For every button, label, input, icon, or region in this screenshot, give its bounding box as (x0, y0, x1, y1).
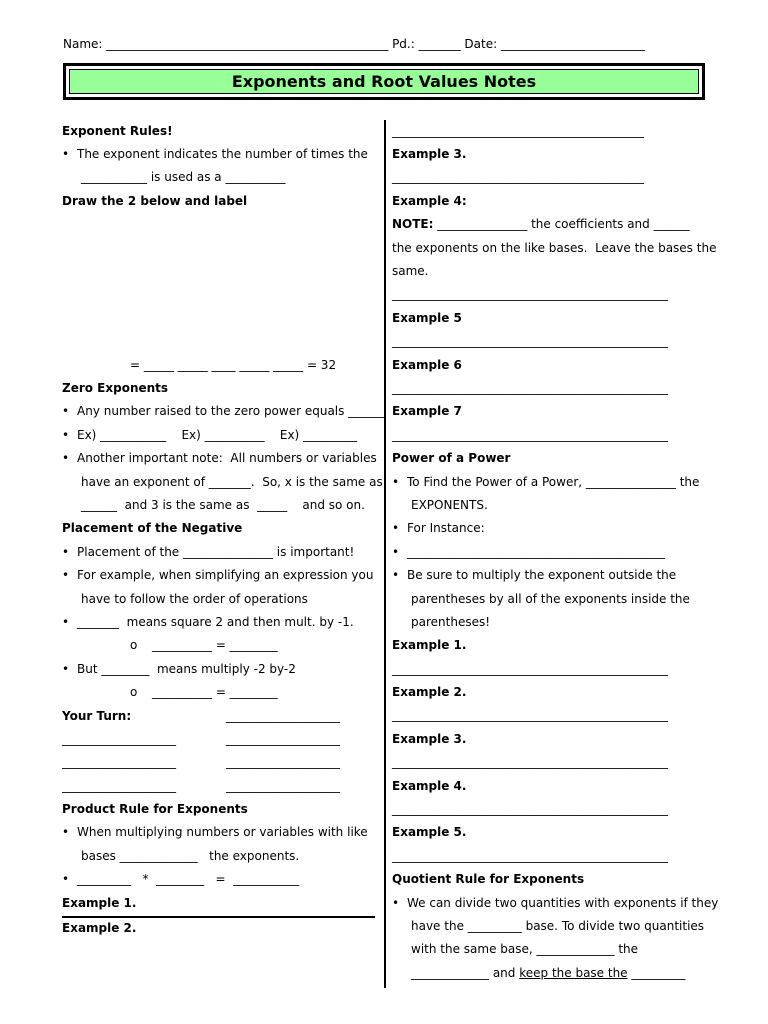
your-turn-row (62, 774, 378, 797)
example-4-label: Example 4: (392, 193, 467, 208)
bullet-icon: • (392, 568, 400, 583)
list-item-continued: parentheses! (411, 614, 491, 629)
bullet-icon: • (62, 872, 70, 887)
example-2-label: Example 2. (62, 921, 137, 936)
bullet-icon: • (392, 521, 400, 536)
product-rule-heading: Product Rule for Exponents (62, 802, 248, 817)
bullet-icon: • (62, 614, 70, 629)
list-item: • _______ means square 2 and then mult. by -1. (62, 614, 354, 629)
bullet-icon: • (392, 895, 400, 910)
list-item-continued: parentheses by all of the exponents inside the (411, 591, 690, 606)
sub-list-item: o __________ = ________ (130, 638, 278, 653)
your-turn-row (62, 727, 378, 750)
your-turn-row (62, 704, 378, 727)
list-item-continued: have the _________ base. To divide two quantities (411, 918, 705, 933)
exponent-rules-heading: Exponent Rules! (62, 123, 173, 138)
list-item-continued: ___________ is used as a __________ (81, 170, 286, 185)
bullet-icon: • (62, 147, 70, 162)
example-3-label: Example 3. (392, 147, 467, 162)
answer-blank: ______________________________________________ (392, 661, 668, 676)
your-turn-label: Your Turn: (62, 708, 132, 723)
list-item-continued: bases _____________ the exponents. (81, 848, 300, 863)
list-item: • ___________________________________________ (392, 544, 665, 559)
list-item: • But ________ means multiply -2 by-2 (62, 661, 296, 676)
note-line: NOTE: _______________ the coefficients and ______ (392, 217, 690, 232)
left-column (62, 119, 385, 940)
answer-blank: ___________________ (226, 708, 340, 723)
list-item: • We can divide two quantities with exponents if they (392, 895, 719, 910)
answer-blank: __________________________________________ (392, 170, 644, 185)
answer-blank: ___________________ (62, 778, 176, 793)
list-item: • When multiplying numbers or variables with like (62, 825, 368, 840)
answer-blank: ______________________________________________ (392, 708, 668, 723)
list-item: • To Find the Power of a Power, _______________ the (392, 474, 700, 489)
right-column (392, 119, 719, 984)
equation-line: = _____ _____ ____ _____ _____ = 32 (130, 357, 337, 372)
list-item-continued: with the same base, _____________ the (411, 942, 639, 957)
draw-heading: Draw the 2 below and label (62, 193, 248, 208)
list-item-continued: _____________ and keep the base the _________ (411, 965, 686, 980)
bullet-icon: • (392, 474, 400, 489)
power-example-2-label: Example 2. (392, 685, 467, 700)
list-item: • For Instance: (392, 521, 485, 536)
bullet-icon: • (62, 825, 70, 840)
negative-placement-heading: Placement of the Negative (62, 521, 243, 536)
answer-blank: ___________________ (226, 755, 340, 770)
answer-blank: ______________________________________________ (392, 427, 668, 442)
list-item: • For example, when simplifying an expression you (62, 568, 374, 583)
bullet-icon: • (62, 544, 70, 559)
bullet-icon: • (62, 427, 70, 442)
note-line: the exponents on the like bases. Leave the bases the (392, 240, 717, 255)
power-example-1-label: Example 1. (392, 638, 467, 653)
answer-blank: ___________________ (62, 731, 176, 746)
list-item: • _________ * ________ = ___________ (62, 872, 300, 887)
bullet-icon: • (392, 544, 400, 559)
zero-exponents-heading: Zero Exponents (62, 381, 169, 396)
list-item-continued: have an exponent of _______. So, x is the same as (81, 474, 383, 489)
answer-blank: __________________________________________ (392, 123, 644, 138)
sub-list-item: o __________ = ________ (130, 685, 278, 700)
answer-blank: ______________________________________________ (392, 848, 668, 863)
list-item-continued: have to follow the order of operations (81, 591, 308, 606)
answer-blank: ______________________________________________ (392, 380, 668, 395)
example-5-label: Example 5 (392, 310, 462, 325)
underlined-phrase: keep the base the (519, 965, 628, 980)
example-1-label: Example 1. (62, 895, 137, 910)
bullet-icon: • (62, 568, 70, 583)
your-turn-row (62, 751, 378, 774)
example-7-label: Example 7 (392, 404, 462, 419)
power-example-5-label: Example 5. (392, 825, 467, 840)
bullet-icon: • (62, 404, 70, 419)
power-of-power-heading: Power of a Power (392, 451, 511, 466)
answer-blank: ______________________________________________ (392, 287, 668, 302)
bullet-icon: • (62, 661, 70, 676)
note-line: same. (392, 264, 429, 279)
quotient-rule-heading: Quotient Rule for Exponents (392, 872, 585, 887)
note-label: NOTE: (392, 217, 434, 232)
answer-blank: ___________________ (226, 778, 340, 793)
column-divider (384, 120, 386, 988)
list-item-continued: EXPONENTS. (411, 497, 488, 512)
list-item: • Any number raised to the zero power equals ______ (62, 404, 385, 419)
power-example-3-label: Example 3. (392, 731, 467, 746)
answer-blank: ______________________________________________ (392, 334, 668, 349)
name-period-date-line: Name: _______________________________________________ Pd.: _______ Date: ________________________ (63, 37, 645, 51)
power-example-4-label: Example 4. (392, 778, 467, 793)
answer-blank: ___________________ (226, 731, 340, 746)
answer-blank: ___________________ (62, 755, 176, 770)
drawing-space (62, 213, 378, 353)
list-item: • Be sure to multiply the exponent outside the (392, 568, 677, 583)
title-banner (63, 63, 705, 100)
circle-bullet-icon: o (130, 638, 138, 653)
list-item: • Placement of the _______________ is important! (62, 544, 355, 559)
list-item-continued: ______ and 3 is the same as _____ and so on. (81, 497, 365, 512)
bullet-icon: • (62, 451, 70, 466)
page-title: Exponents and Root Values Notes (69, 69, 699, 94)
answer-blank: ______________________________________________ (392, 755, 668, 770)
circle-bullet-icon: o (130, 685, 138, 700)
list-item: • Another important note: All numbers or variables (62, 451, 377, 466)
list-item: • Ex) ___________ Ex) __________ Ex) _________ (62, 427, 358, 442)
list-item: • The exponent indicates the number of times the (62, 147, 368, 162)
example-6-label: Example 6 (392, 357, 462, 372)
answer-blank: ______________________________________________ (392, 802, 668, 817)
